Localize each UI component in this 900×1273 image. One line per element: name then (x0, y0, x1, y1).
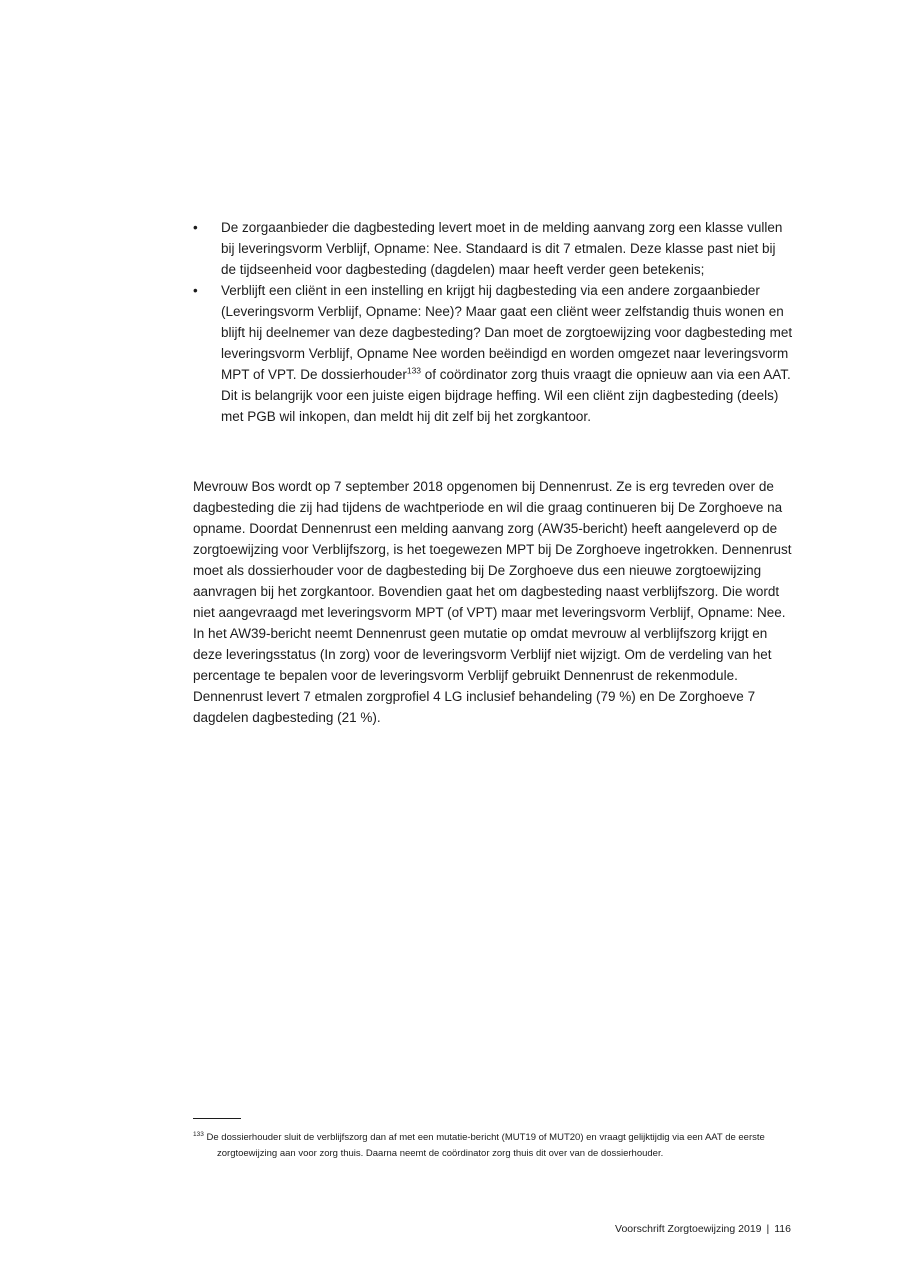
list-item (193, 217, 793, 280)
footnote-text: De dossierhouder sluit de verblijfszorg dan af met een mutatie-bericht (MUT19 of MUT20) en vraagt gelijktijdig via een AAT de eerste zorgtoewijzing aan voor zorg thuis. Daarna neemt de coördinator zorg thuis dit over van de dossierhouder. (203, 1132, 765, 1159)
footer-separator: | (766, 1223, 770, 1235)
bullet-text-segment: Verblijft een cliënt in een instelling en krijgt hij dagbesteding via een andere zorgaanbieder (Leveringsvorm Verblijf, Opname: Nee)? Maar gaat een cliënt weer zelfstandig thuis wonen en blijft hij deelnemer van deze dagbesteding? Dan moet de zorgtoewijzing voor dagbesteding met leveringsvorm Verblijf, Opname Nee worden beëindigd en worden omgezet naar leveringsvorm MPT of VPT. De dossierhouder (221, 283, 793, 382)
bullet-item-text (221, 280, 793, 427)
bullet-item-text: De zorgaanbieder die dagbesteding levert moet in de melding aanvang zorg een klasse vullen bij leveringsvorm Verblijf, Opname: Nee. Standaard is dit 7 etmalen. Deze klasse past niet bij de tijdseenheid voor dagbesteding (dagdelen) maar heeft verder geen betekenis; (221, 220, 783, 277)
list-item (193, 280, 793, 427)
bullet-list (193, 217, 793, 427)
footnote (193, 1130, 825, 1161)
body-paragraph: Mevrouw Bos wordt op 7 september 2018 opgenomen bij Dennenrust. Ze is erg tevreden over de dagbesteding die zij had tijdens de wachtperiode en wil die graag continueren bij De Zorghoeve na opname. Doordat Dennenrust een melding aanvang zorg (AW35-bericht) heeft aangeleverd op de zorgtoewijzing voor Verblijfszorg, is het toegewezen MPT bij De Zorghoeve ingetrokken. Dennenrust moet als dossierhouder voor de dagbesteding bij De Zorghoeve dus een nieuwe zorgtoewijzing aanvragen bij het zorgkantoor. Bovendien gaat het om dagbesteding naast verblijfszorg. Die wordt niet aangevraagd met leveringsvorm MPT (of VPT) maar met leveringsvorm Verblijf, Opname: Nee. In het AW39-bericht neemt Dennenrust geen mutatie op omdat mevrouw al verblijfszorg krijgt en deze leveringsstatus (In zorg) voor de leveringsvorm Verblijf niet wijzigt. Om de verdeling van het percentage te bepalen voor de leveringsvorm Verblijf gebruikt Dennenrust de rekenmodule. Dennenrust levert 7 etmalen zorgprofiel 4 LG inclusief behandeling (79 %) en De Zorghoeve 7 dagdelen dagbesteding (21 %). (193, 479, 792, 725)
bullet-icon: • (193, 220, 198, 235)
footer-document-title: Voorschrift Zorgtoewijzing 2019 (615, 1223, 762, 1235)
footnote-marker: 133 (193, 1130, 204, 1138)
footnote-reference: 133 (406, 365, 422, 376)
footer-page-number: 116 (774, 1223, 791, 1235)
footnote-separator-rule (193, 1118, 241, 1119)
page-footer (615, 1222, 791, 1236)
bullet-icon: • (193, 283, 198, 298)
bullet-text-segment: of coördinator zorg thuis vraagt die opnieuw aan via een AAT. Dit is belangrijk voor een juiste eigen bijdrage heffing. Wil een cliënt zijn dagbesteding (deels) met PGB wil inkopen, dan meldt hij dit zelf bij het zorgkantoor. (221, 367, 791, 424)
footnote-area (193, 1118, 825, 1161)
